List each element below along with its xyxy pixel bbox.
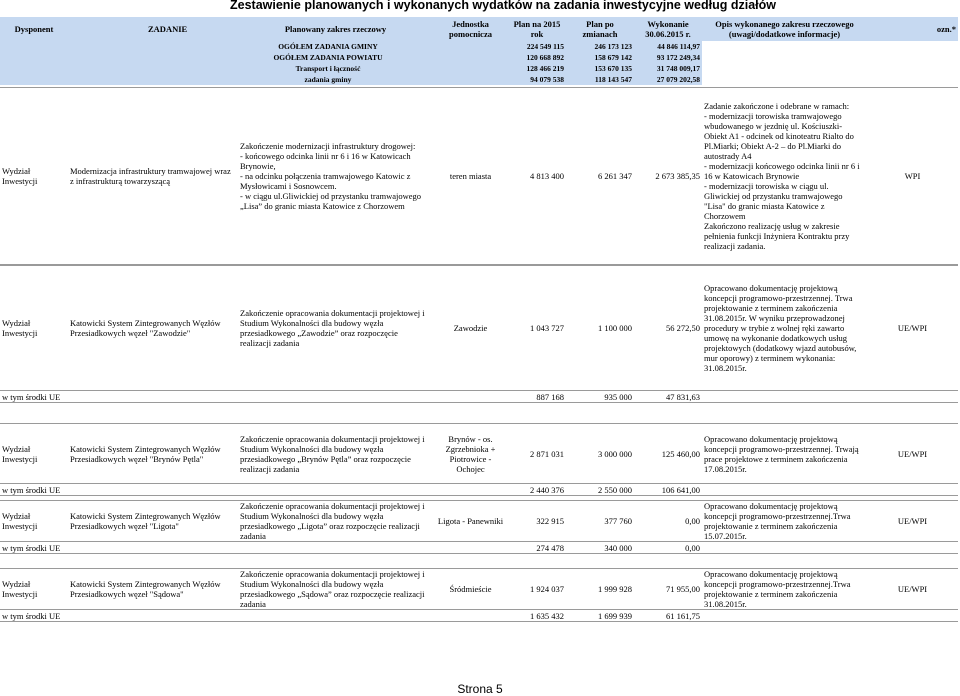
row-jednostka: Ligota - Panewniki: [433, 501, 508, 542]
row-jednostka: Śródmieście: [433, 569, 508, 610]
row-jednostka: Zawodzie: [433, 266, 508, 391]
summary-plan: 224 549 115: [508, 41, 566, 52]
summary-wykonanie: 31 748 009,17: [634, 63, 702, 74]
summary-wykonanie: 44 846 114,97: [634, 41, 702, 52]
ue-empty: [867, 542, 958, 554]
summary-plan-zmiany: 153 670 135: [566, 63, 634, 74]
summary-plan: 94 079 538: [508, 74, 566, 85]
row-plan: 1 924 037: [508, 569, 566, 610]
ue-plan-zmiany: 1 699 939: [566, 610, 634, 622]
table-row: [0, 424, 958, 484]
summary-empty: [702, 41, 867, 52]
header-plan-zmiany: Plan po zmianach: [566, 17, 634, 41]
summary-empty: [867, 41, 958, 52]
summary-wykonanie: 93 172 249,34: [634, 52, 702, 63]
ue-empty: [702, 542, 867, 554]
table-row: [0, 569, 958, 610]
summary-plan-zmiany: 158 679 142: [566, 52, 634, 63]
ue-plan-zmiany: 340 000: [566, 542, 634, 554]
summary-empty: [867, 52, 958, 63]
row-zakres: Zakończenie opracowania dokumentacji projektowej i Studium Wykonalności dla budowy węzła przesiadkowego „Brynów Pętla” oraz rozpoczęcie realizacji zadania: [238, 424, 433, 484]
row-jednostka: teren miasta: [433, 88, 508, 265]
ue-plan-zmiany: 935 000: [566, 391, 634, 403]
header-wykonanie: Wykonanie 30.06.2015 r.: [634, 17, 702, 41]
row-opis: Opracowano dokumentację projektową koncepcji programowo-przestrzennej.Trwa projektowanie z terminem zakończenia 15.07.2015r.: [702, 501, 867, 542]
table-row: [0, 266, 958, 391]
row-opis: Opracowano dokumentację projektową koncepcji programowo-przestrzennej. Trwają prace projektowe z terminem zakończenia 17.08.2015r.: [702, 424, 867, 484]
summary-plan-zmiany: 246 173 123: [566, 41, 634, 52]
ue-empty: [867, 391, 958, 403]
row-plan-zmiany: 1 100 000: [566, 266, 634, 391]
row-dysponent: Wydział Inwestycji: [0, 501, 68, 542]
row-zadanie: Katowicki System Zintegrowanych Węzłów Przesiadkowych węzeł "Ligota": [68, 501, 238, 542]
ue-empty: [867, 484, 958, 496]
ue-row: [0, 610, 958, 622]
row-ozn: UE/WPI: [867, 501, 958, 542]
row-zadanie: Modernizacja infrastruktury tramwajowej wraz z infrastrukturą towarzyszącą: [68, 88, 238, 265]
row-gap-cell: [0, 403, 958, 424]
ue-plan: 274 478: [508, 542, 566, 554]
row-gap: [0, 403, 958, 424]
row-opis: Opracowano dokumentację projektową koncepcji programowo-przestrzennej.Trwa projektowanie z terminem zakończenia 31.08.2015r.: [702, 569, 867, 610]
row-wykonanie: 125 460,00: [634, 424, 702, 484]
header-opis: Opis wykonanego zakresu rzeczowego (uwagi/dodatkowe informacje): [702, 17, 867, 41]
row-jednostka: Brynów - os. Zgrzebnioka + Piotrowice - Ochojec: [433, 424, 508, 484]
summary-row: [0, 52, 958, 63]
summary-label: Transport i łączność: [0, 63, 508, 74]
header-ozn: ozn.*: [867, 17, 958, 41]
summary-label: zadania gminy: [0, 74, 508, 85]
row-dysponent: Wydział Inwestycji: [0, 569, 68, 610]
row-plan-zmiany: 6 261 347: [566, 88, 634, 265]
row-zakres: Zakończenie modernizacji infrastruktury drogowej: - końcowego odcinka linii nr 6 i 16 w Katowicach Brynowie, - na odcinku połączenia tramwajowego Katowic z Mysłowicami i Sosnowcem. - w ciągu ul.Gliwickiej od przystanku tramwajowego „Lisa” do granic miasta Katowice z Chorzowem: [238, 88, 433, 265]
summary-empty: [867, 74, 958, 85]
ue-wykonanie: 61 161,75: [634, 610, 702, 622]
row-opis: Zadanie zakończone i odebrane w ramach: - modernizacji torowiska tramwajowego wbudowanego w jezdnię ul. Kościuszki- Obiekt A1 - odcinek od kinoteatru Rialto do Pl.Miarki; Obiekt A-2 – do Pl.Miarki do autostrady A4 - modernizacji końcowego odcinka linii nr 6 i 16 w Katowicach Brynowie - modernizacji torowiska w ciągu ul. Gliwickiej od przystanku tramwajowego "Lisa" do granic miasta Katowice z Chorzowem Zakończono realizację usług w zakresie pełnienia funkcji Inżyniera Kontraktu przy realizacji zadania.: [702, 88, 867, 265]
summary-plan: 120 668 892: [508, 52, 566, 63]
header-jednostka: Jednostka pomocnicza: [433, 17, 508, 41]
row-plan-zmiany: 1 999 928: [566, 569, 634, 610]
ue-empty: [702, 484, 867, 496]
ue-label: w tym środki UE: [0, 542, 508, 554]
summary-plan: 128 466 219: [508, 63, 566, 74]
ue-plan: 887 168: [508, 391, 566, 403]
ue-empty: [702, 610, 867, 622]
row-plan-zmiany: 3 000 000: [566, 424, 634, 484]
summary-label: OGÓŁEM ZADANIA POWIATU: [0, 52, 508, 63]
row-dysponent: Wydział Inwestycji: [0, 266, 68, 391]
ue-empty: [867, 610, 958, 622]
summary-row: [0, 41, 958, 52]
row-zakres: Zakończenie opracowania dokumentacji projektowej i Studium Wykonalności dla budowy węzła przesiadkowego „Zawodzie” oraz rozpoczęcie realizacji zadania: [238, 266, 433, 391]
row-zakres: Zakończenie opracowania dokumentacji projektowej i Studium Wykonalności dla budowy węzła przesiadkowego „Ligota” oraz rozpoczęcie realizacji zadania: [238, 501, 433, 542]
summary-empty: [702, 63, 867, 74]
summary-label: OGÓŁEM ZADANIA GMINY: [0, 41, 508, 52]
ue-plan-zmiany: 2 550 000: [566, 484, 634, 496]
row-wykonanie: 71 955,00: [634, 569, 702, 610]
summary-row: [0, 63, 958, 74]
table-row: [0, 88, 958, 265]
row-dysponent: Wydział Inwestycji: [0, 88, 68, 265]
table-header-row: [0, 17, 958, 41]
row-ozn: UE/WPI: [867, 424, 958, 484]
row-wykonanie: 2 673 385,35: [634, 88, 702, 265]
row-plan: 4 813 400: [508, 88, 566, 265]
ue-row: [0, 542, 958, 554]
page-number: Strona 5: [457, 682, 503, 696]
summary-wykonanie: 27 079 202,58: [634, 74, 702, 85]
ue-row: [0, 391, 958, 403]
summary-empty: [867, 63, 958, 74]
ue-empty: [702, 391, 867, 403]
row-ozn: UE/WPI: [867, 569, 958, 610]
ue-plan: 2 440 376: [508, 484, 566, 496]
row-zakres: Zakończenie opracowania dokumentacji projektowej i Studium Wykonalności dla budowy węzła przesiadkowego „Sądowa” oraz rozpoczęcie realizacji zadania: [238, 569, 433, 610]
investment-table: [0, 17, 958, 622]
page-title: Zestawienie planowanych i wykonanych wydatków na zadania inwestycyjne według działów: [230, 0, 776, 12]
summary-empty: [702, 74, 867, 85]
row-plan: 1 043 727: [508, 266, 566, 391]
ue-label: w tym środki UE: [0, 484, 508, 496]
row-zadanie: Katowicki System Zintegrowanych Węzłów Przesiadkowych węzeł "Sądowa": [68, 569, 238, 610]
table-row: [0, 501, 958, 542]
header-zadanie: ZADANIE: [68, 17, 238, 41]
ue-row: [0, 484, 958, 496]
summary-row: [0, 74, 958, 85]
ue-label: w tym środki UE: [0, 391, 508, 403]
row-plan: 322 915: [508, 501, 566, 542]
ue-wykonanie: 106 641,00: [634, 484, 702, 496]
header-dysponent: Dysponent: [0, 17, 68, 41]
row-dysponent: Wydział Inwestycji: [0, 424, 68, 484]
ue-plan: 1 635 432: [508, 610, 566, 622]
row-gap-cell: [0, 554, 958, 569]
ue-label: w tym środki UE: [0, 610, 508, 622]
summary-empty: [702, 52, 867, 63]
row-zadanie: Katowicki System Zintegrowanych Węzłów Przesiadkowych węzeł "Brynów Pętla": [68, 424, 238, 484]
header-zakres: Planowany zakres rzeczowy: [238, 17, 433, 41]
row-zadanie: Katowicki System Zintegrowanych Węzłów Przesiadkowych węzeł "Zawodzie": [68, 266, 238, 391]
row-opis: Opracowano dokumentację projektową koncepcji programowo-przestrzennej. Trwa projektowanie z terminem zakończenia 31.08.2015r. W wyniku przeprowadzonej procedury w trybie z wolnej ręki zawarto umowę na wykonanie dodatkowych usług projektowych (dodatkowy wjazd autobusów, mur oporowy) z terminem wykonania: 31.08.2015r.: [702, 266, 867, 391]
row-wykonanie: 0,00: [634, 501, 702, 542]
row-ozn: WPI: [867, 88, 958, 265]
header-plan2015: Plan na 2015 rok: [508, 17, 566, 41]
row-plan: 2 871 031: [508, 424, 566, 484]
ue-wykonanie: 47 831,63: [634, 391, 702, 403]
row-wykonanie: 56 272,50: [634, 266, 702, 391]
row-plan-zmiany: 377 760: [566, 501, 634, 542]
row-ozn: UE/WPI: [867, 266, 958, 391]
ue-wykonanie: 0,00: [634, 542, 702, 554]
row-gap: [0, 554, 958, 569]
summary-plan-zmiany: 118 143 547: [566, 74, 634, 85]
